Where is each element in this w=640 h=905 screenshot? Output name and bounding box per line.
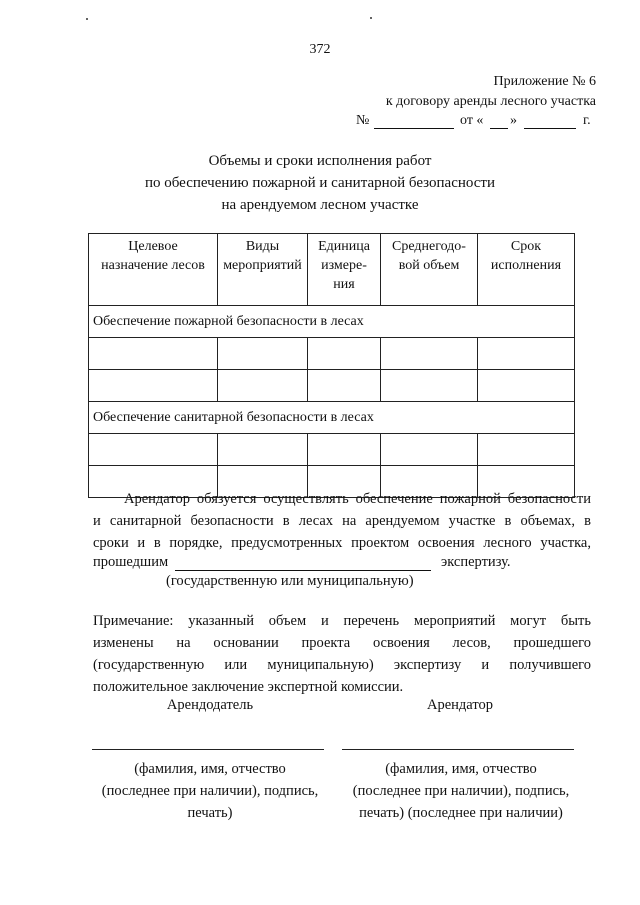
page-number: 372 bbox=[309, 42, 331, 57]
header-unit: Единица измере- ния bbox=[308, 234, 381, 306]
contract-number-blank bbox=[374, 128, 454, 129]
scan-speck bbox=[86, 18, 88, 20]
note-line4: положительное заключение экспертной комиссии. bbox=[93, 679, 404, 695]
annex-contract-number-line bbox=[356, 113, 596, 133]
lessee-signature-line bbox=[342, 749, 574, 750]
annex-title: Приложение № 6 bbox=[493, 74, 596, 89]
lessor-signature-line bbox=[92, 749, 324, 750]
table-row bbox=[89, 338, 575, 370]
number-sign: № bbox=[356, 113, 370, 128]
day-blank bbox=[490, 128, 508, 129]
obligation-line1: Арендатор обязуется осуществлять обеспечение пожарной безопасности bbox=[124, 491, 591, 507]
note-line1: Примечание: указанный объем и перечень мероприятий могут быть bbox=[93, 613, 591, 629]
lessor-signature-caption: (фамилия, имя, отчество (последнее при наличии), подпись, печать) bbox=[101, 761, 319, 821]
section-fire-safety: Обеспечение пожарной безопасности в лесах bbox=[89, 306, 575, 338]
note-line3: (государственную или муниципальную) экспертизу и получившего bbox=[93, 657, 591, 673]
header-purpose: Целевое назначение лесов bbox=[89, 234, 218, 306]
table-row bbox=[89, 370, 575, 402]
works-table bbox=[88, 233, 575, 498]
from-label: от « bbox=[460, 113, 484, 128]
table-row bbox=[89, 434, 575, 466]
header-deadline: Срок исполнения bbox=[478, 234, 575, 306]
document-title-line1: Объемы и сроки исполнения работ bbox=[208, 153, 432, 169]
table-section-row bbox=[89, 402, 575, 434]
lessee-label: Арендатор bbox=[426, 697, 493, 713]
year-suffix: г. bbox=[583, 113, 591, 128]
document-title-line3: на арендуемом лесном участке bbox=[221, 197, 419, 213]
header-annual-volume: Среднегодо- вой объем bbox=[381, 234, 478, 306]
scan-speck bbox=[370, 17, 372, 19]
header-activities: Виды мероприятий bbox=[218, 234, 308, 306]
annex-subtitle: к договору аренды лесного участка bbox=[385, 94, 596, 109]
lessee-signature-caption: (фамилия, имя, отчество (последнее при наличии), подпись, печать) (последнее при наличии) bbox=[352, 761, 570, 821]
document-title-line2: по обеспечению пожарной и санитарной безопасности bbox=[144, 175, 496, 191]
table-section-row bbox=[89, 306, 575, 338]
note-line2: изменены на основании проекта освоения лесов, прошедшего bbox=[93, 635, 591, 651]
month-blank bbox=[524, 128, 576, 129]
obligation-line2: и санитарной безопасности в лесах на арендуемом участке в объемах, в bbox=[93, 513, 591, 529]
table-header-row bbox=[89, 234, 575, 306]
section-sanitary-safety: Обеспечение санитарной безопасности в лесах bbox=[89, 402, 575, 434]
obligation-line3: сроки и в порядке, предусмотренных проектом освоения лесного участка, bbox=[93, 535, 591, 551]
obligation-line4: прошедшим экспертизу. bbox=[93, 554, 511, 570]
quote-close: » bbox=[510, 113, 517, 128]
expertise-hint: (государственную или муниципальную) bbox=[166, 573, 414, 589]
lessor-label: Арендодатель bbox=[166, 697, 254, 713]
